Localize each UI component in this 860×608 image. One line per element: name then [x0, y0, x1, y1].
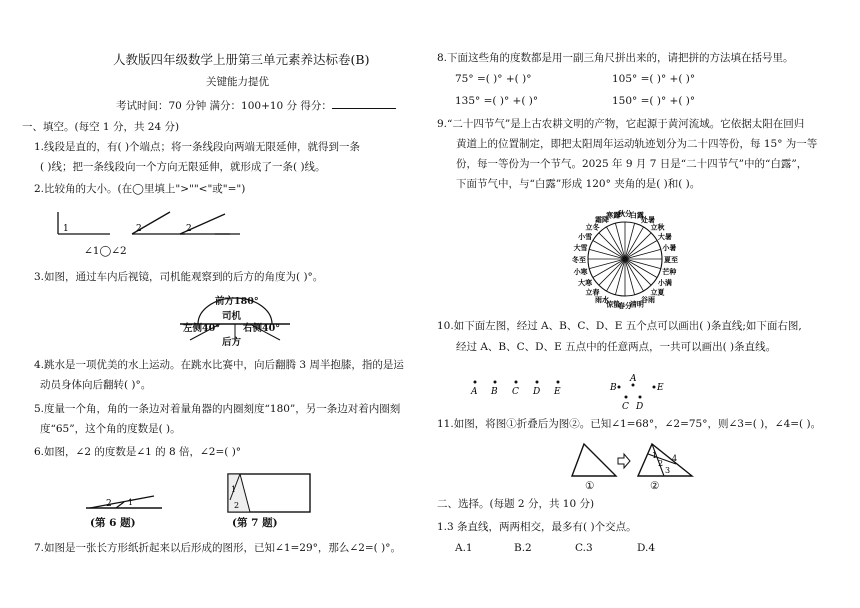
s2-q1-option-b[interactable]: B.2	[514, 542, 532, 554]
q7-folded-paper-figure	[226, 470, 316, 516]
q10-left-point-e: E	[554, 387, 561, 397]
solar-term-label: 立冬	[585, 222, 600, 232]
q10-right-point-b: B	[610, 383, 617, 393]
solar-term-label: 大寒	[578, 278, 593, 287]
svg-text:2: 2	[136, 224, 142, 234]
solar-terms-wheel	[555, 203, 695, 315]
solar-term-label: 秋分	[618, 209, 632, 218]
q11-angle2-label: 2	[658, 459, 664, 468]
solar-term-label: 小暑	[662, 243, 677, 253]
score-blank[interactable]	[332, 98, 396, 109]
solar-term-label: 惊蛰	[606, 299, 621, 309]
q10-right-point-e: E	[657, 383, 664, 393]
solar-term-label: 大雪	[573, 243, 588, 253]
q3-left-label: 左侧40°	[183, 323, 220, 334]
q1-line-2: ( )线；把一条线段向一个方向无限延伸，就形成了一条( )线。	[40, 161, 326, 173]
solar-term-label: 小满	[657, 278, 672, 287]
q11-angle3-label: 3	[665, 466, 671, 475]
q9-line-4: 下面节气中，与“白露”形成 120° 夹角的是( )和( )。	[456, 178, 701, 190]
s2-q1-option-a[interactable]: A.1	[455, 542, 473, 554]
wheel-spoke	[589, 259, 625, 269]
solar-term-label: 小寒	[573, 266, 588, 276]
solar-term-label: 芒种	[662, 266, 677, 276]
wheel-spoke	[625, 259, 635, 295]
s2-q1-option-c[interactable]: C.3	[575, 542, 593, 554]
q10-left-point-a: A	[471, 387, 478, 397]
s2-q1-text: 1.3 条直线，两两相交，最多有( )个交点。	[437, 521, 637, 533]
q9-line-1: 9.“二十四节气”是上古农耕文明的产物，它起源于黄河流域。它依据太阳在回归	[437, 118, 805, 130]
q11-angle1-label: 1	[652, 451, 658, 460]
solar-term-label: 小雪	[578, 232, 593, 241]
wheel-spoke	[625, 223, 635, 259]
q2-angle2-label: 2	[186, 224, 192, 234]
q11-fig2-label: ②	[650, 480, 660, 492]
q3-driver-label: 司机	[222, 311, 242, 322]
wheel-spoke	[589, 249, 625, 259]
solar-term-label: 夏至	[664, 255, 678, 264]
q6-figure	[84, 488, 164, 514]
fig6-caption: (第 6 题)	[90, 517, 136, 529]
q5-line-1: 5.度量一个角，角的一条边对着量角器的内圈刻度“180”，另一条边对着内圈刻	[34, 403, 401, 415]
q11-angle4-label: 4	[672, 454, 678, 463]
q10-left-point-c: C	[512, 387, 519, 397]
q8-text: 8.下面这些角的度数都是用一副三角尺拼出来的，请把拼的方法填在括号里。	[437, 52, 794, 64]
q10-scattered-points	[604, 372, 674, 412]
fig7-caption: (第 7 题)	[232, 517, 278, 529]
wheel-spoke	[625, 249, 661, 259]
q10-right-point-c: C	[622, 402, 629, 412]
svg-text:2: 2	[106, 499, 112, 509]
exam-info	[116, 98, 396, 113]
q8-row1-b: 105° =( )° +( )°	[612, 73, 696, 85]
q1-line-1: 1.线段是直的，有( )个端点；将一条线段向两端无限延伸，就得到一条	[34, 141, 361, 153]
q2-angle-figure	[40, 208, 240, 268]
section-2-heading: 二、选择。(每题 2 分，共 10 分)	[437, 498, 595, 510]
svg-text:1: 1	[231, 485, 237, 494]
q10-collinear-points	[465, 374, 575, 398]
solar-term-label: 寒露	[606, 210, 621, 220]
q3-text: 3.如图，通过车内后视镜，司机能观察到的后方的角度为( )°。	[34, 271, 324, 283]
page-subtitle: 关键能力提优	[206, 76, 269, 88]
q11-text: 11.如图，将图①折叠后为图②。已知∠1=68°，∠2=75°，则∠3=( )，∠4=( )。	[437, 418, 822, 430]
svg-text:1: 1	[128, 498, 134, 507]
q2-compare: ∠1◯∠2	[84, 245, 127, 257]
solar-term-label: 立夏	[650, 287, 665, 297]
section-1-heading: 一、填空。(每空 1 分，共 24 分)	[22, 121, 180, 133]
solar-term-label: 谷雨	[641, 294, 655, 304]
q4-line-1: 4.跳水是一项优美的水上运动。在跳水比赛中，向后翻腾 3 周半抱膝，指的是运	[34, 359, 404, 371]
solar-term-label: 立秋	[650, 222, 665, 232]
q10-right-point-d: D	[636, 402, 644, 412]
q9-line-3: 份，每一等份为一个节气。2025 年 9 月 7 日是“二十四节气”中的“白露”，	[456, 158, 808, 170]
solar-term-label: 大暑	[657, 232, 672, 241]
q8-row2-b: 150° =( )° +( )°	[612, 95, 696, 107]
q4-line-2: 动员身体向后翻转( )°。	[40, 379, 152, 391]
solar-term-label: 霜降	[595, 215, 609, 225]
solar-term-label: 清明	[629, 299, 644, 309]
solar-term-label: 处暑	[641, 215, 655, 225]
q10-line-1: 10.如下面左图，经过 A、B、C、D、E 五个点可以画出( )条直线;如下面右图,	[437, 320, 802, 332]
q10-left-point-b: B	[491, 387, 498, 397]
solar-term-label: 白露	[629, 210, 644, 220]
exam-info-text: 考试时间：70 分钟 满分：100+10 分 得分：	[116, 100, 332, 112]
s2-q1-option-d[interactable]: D.4	[637, 542, 656, 554]
solar-term-label: 立春	[585, 287, 600, 297]
solar-term-label: 冬至	[572, 255, 586, 264]
q10-line-2: 经过 A、B、C、D、E 五点中的任意两点，一共可以画出( )条直线。	[456, 341, 777, 353]
wheel-spoke	[625, 259, 661, 269]
wheel-spoke	[615, 223, 625, 259]
q8-row2-a: 135° =( )° +( )°	[455, 95, 539, 107]
solar-term-label: 雨水	[595, 294, 609, 304]
q11-fig1-label: ①	[585, 480, 595, 492]
q8-row1-a: 75° =( )° +( )°	[455, 73, 532, 85]
wheel-spoke	[615, 259, 625, 295]
q3-right-label: 右侧40°	[243, 323, 280, 334]
q10-right-point-a: A	[630, 374, 637, 384]
q2-text: 2.比较角的大小。(在◯里填上">""<"或"=")	[34, 183, 246, 195]
q2-angle1-label: 1	[63, 224, 69, 234]
q5-line-2: 度“65”，这个角的度数是( )。	[40, 423, 181, 435]
wheel-spokes	[588, 222, 662, 296]
q9-line-2: 黄道上的位置制定，即把太阳周年运动轨迹划分为二十四等份，每 15° 为一等	[456, 138, 818, 150]
q3-front-label: 前方180°	[215, 296, 259, 307]
q6-text: 6.如图，∠2 的度数是∠1 的 8 倍，∠2=( )°	[34, 446, 242, 458]
page-title: 人教版四年级数学上册第三单元素养达标卷(B)	[113, 52, 370, 67]
q3-back-label: 后方	[222, 337, 242, 348]
q10-left-point-d: D	[533, 387, 541, 397]
q7-text: 7.如图是一张长方形纸折起来以后形成的图形，已知∠1=29°，那么∠2=( )°。	[34, 542, 401, 554]
svg-text:2: 2	[234, 501, 240, 510]
solar-term-label: 春分	[618, 301, 632, 310]
